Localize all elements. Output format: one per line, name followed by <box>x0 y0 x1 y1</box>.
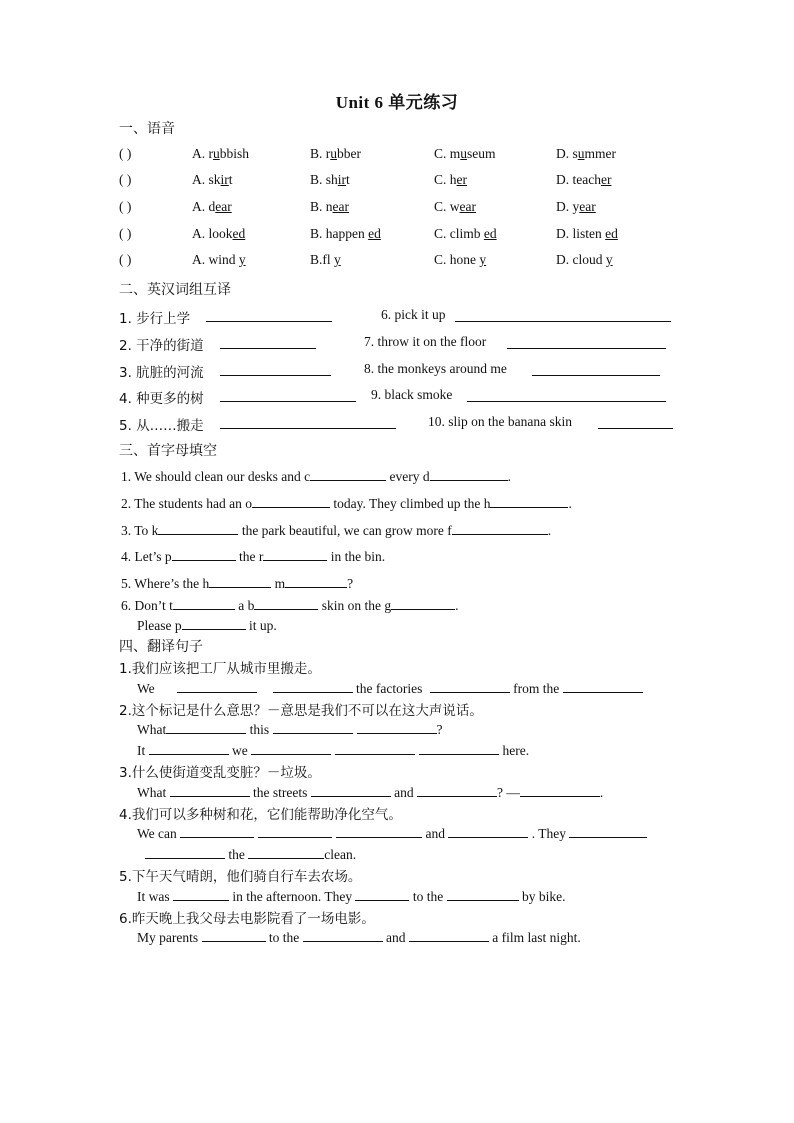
answer-text: What <box>137 785 170 800</box>
answer-paren: ( ) <box>119 172 132 187</box>
answer-paren: ( ) <box>119 226 132 241</box>
question-text: today. They climbed up the h <box>329 496 491 511</box>
answer-text: ? — <box>496 785 520 800</box>
phrase-cn: 2. 干净的街道 <box>119 338 204 354</box>
answer-blank[interactable] <box>273 721 353 734</box>
option-a: A. looked <box>192 226 246 241</box>
option-b: B. rubber <box>310 146 361 161</box>
answer-text: to the <box>265 930 303 945</box>
answer-blank[interactable] <box>310 468 386 481</box>
page-title: Unit 6 单元练习 <box>335 93 459 112</box>
answer-blank[interactable] <box>490 495 568 508</box>
option-b: B. near <box>310 199 349 214</box>
option-a: A. wind y <box>192 252 246 267</box>
answer-text: to the <box>409 889 447 904</box>
answer-text: . <box>599 785 604 800</box>
answer-blank[interactable] <box>598 416 673 429</box>
answer-text: ? <box>436 722 443 737</box>
answer-blank[interactable] <box>220 363 331 376</box>
phrase-en: 7. throw it on the floor <box>364 334 487 349</box>
option-b: B. shirt <box>310 172 350 187</box>
answer-blank[interactable] <box>158 522 238 535</box>
translate-answer-line <box>145 846 356 863</box>
answer-blank[interactable] <box>311 784 391 797</box>
answer-text: My parents <box>137 930 202 945</box>
answer-text: a film last night. <box>488 930 581 945</box>
answer-blank[interactable] <box>336 825 422 838</box>
answer-blank[interactable] <box>251 742 331 755</box>
answer-text: from the <box>509 681 563 696</box>
phrase-en: 6. pick it up <box>381 307 446 322</box>
option-d: D. year <box>556 199 596 214</box>
answer-blank[interactable] <box>220 389 356 402</box>
fill-question <box>121 575 353 592</box>
answer-blank[interactable] <box>220 416 396 429</box>
question-text: ? <box>347 576 354 591</box>
translate-prompt: 2.这个标记是什么意思？－意思是我们不可以在这大声说话。 <box>119 703 483 719</box>
option-d: D. summer <box>556 146 617 161</box>
fill-question <box>121 548 385 565</box>
question-text: 2. The students had an o <box>121 496 252 511</box>
translate-answer-line <box>137 784 603 801</box>
answer-blank[interactable] <box>254 597 318 610</box>
answer-blank[interactable] <box>180 825 254 838</box>
answer-blank[interactable] <box>303 929 383 942</box>
translate-answer-line <box>137 721 443 738</box>
section-phrases-heading: 二、英汉词组互译 <box>119 282 231 298</box>
answer-text: in the afternoon. They <box>229 889 356 904</box>
phrase-cn: 3. 肮脏的河流 <box>119 365 204 381</box>
option-a: A. skirt <box>192 172 233 187</box>
answer-text: . They <box>528 826 570 841</box>
answer-blank[interactable] <box>273 680 353 693</box>
answer-blank[interactable] <box>507 336 666 349</box>
answer-blank[interactable] <box>409 929 489 942</box>
answer-blank[interactable] <box>563 680 643 693</box>
answer-blank[interactable] <box>391 597 455 610</box>
answer-paren: ( ) <box>119 199 132 214</box>
fill-question <box>121 495 572 512</box>
section-phonics-heading: 一、语音 <box>119 121 175 137</box>
answer-blank[interactable] <box>209 575 271 588</box>
answer-blank[interactable] <box>172 548 236 561</box>
translate-answer-line <box>137 888 565 905</box>
answer-blank[interactable] <box>263 548 327 561</box>
answer-text: It was <box>137 889 173 904</box>
question-text: it up. <box>245 618 277 633</box>
option-a: A. dear <box>192 199 232 214</box>
answer-paren: ( ) <box>119 252 132 267</box>
answer-blank[interactable] <box>166 721 246 734</box>
question-text: 3. To k <box>121 523 159 538</box>
answer-blank[interactable] <box>430 680 510 693</box>
option-b: B. happen ed <box>310 226 381 241</box>
phrase-cn: 1. 步行上学 <box>119 311 191 327</box>
question-text: . <box>455 598 459 613</box>
answer-blank[interactable] <box>355 888 409 901</box>
translate-answer-line <box>137 929 581 946</box>
phrase-en: 9. black smoke <box>371 387 453 402</box>
option-d: D. cloud y <box>556 252 613 267</box>
answer-blank[interactable] <box>170 784 250 797</box>
translate-prompt: 6.昨天晚上我父母去电影院看了一场电影。 <box>119 911 375 927</box>
question-text: 4. Let’s p <box>121 549 172 564</box>
option-d: D. teacher <box>556 172 612 187</box>
option-a: A. rubbish <box>192 146 250 161</box>
option-b: B.fl y <box>310 252 341 267</box>
answer-text: the streets <box>249 785 311 800</box>
answer-blank[interactable] <box>145 846 225 859</box>
answer-blank[interactable] <box>417 784 497 797</box>
answer-blank[interactable] <box>248 846 324 859</box>
question-text: skin on the g <box>318 598 392 613</box>
answer-blank[interactable] <box>206 309 332 322</box>
answer-text: clean. <box>324 847 357 862</box>
question-text: Please p <box>137 618 182 633</box>
translate-answer-line <box>137 825 647 842</box>
option-c: C. museum <box>434 146 496 161</box>
answer-blank[interactable] <box>532 363 660 376</box>
fill-question <box>137 617 277 634</box>
fill-question <box>121 522 551 539</box>
answer-text: We can <box>137 826 181 841</box>
answer-text: this <box>246 722 273 737</box>
answer-blank[interactable] <box>447 888 519 901</box>
section-translate-heading: 四、翻译句子 <box>119 639 203 655</box>
phrase-cn: 4. 种更多的树 <box>119 391 204 407</box>
translate-prompt: 3.什么使街道变乱变脏？－垃圾。 <box>119 765 321 781</box>
answer-text: and <box>422 826 449 841</box>
question-text: the r <box>235 549 264 564</box>
answer-blank[interactable] <box>467 389 666 402</box>
answer-paren: ( ) <box>119 146 132 161</box>
question-text: 6. Don’t t <box>121 598 173 613</box>
option-c: C. wear <box>434 199 476 214</box>
translate-prompt: 5.下午天气晴朗，他们骑自行车去农场。 <box>119 869 362 885</box>
translate-answer-line <box>137 742 529 759</box>
option-c: C. climb ed <box>434 226 497 241</box>
question-text: the park beautiful, we can grow more f <box>238 523 452 538</box>
answer-blank[interactable] <box>173 888 229 901</box>
phrase-en: 10. slip on the banana skin <box>428 414 572 429</box>
question-text: every d <box>386 469 430 484</box>
answer-text: and <box>390 785 417 800</box>
section-fill-heading: 三、首字母填空 <box>119 443 217 459</box>
answer-text: we <box>228 743 252 758</box>
answer-blank[interactable] <box>357 721 437 734</box>
answer-blank[interactable] <box>335 742 415 755</box>
question-text: . <box>568 496 572 511</box>
question-text: . <box>547 523 552 538</box>
answer-text: What <box>137 722 167 737</box>
question-text: 5. Where’s the h <box>121 576 210 591</box>
answer-blank[interactable] <box>173 597 235 610</box>
answer-blank[interactable] <box>455 309 671 322</box>
phrase-cn: 5. 从……搬走 <box>119 418 204 434</box>
answer-blank[interactable] <box>430 468 508 481</box>
question-text: . <box>507 469 511 484</box>
answer-blank[interactable] <box>202 929 266 942</box>
answer-blank[interactable] <box>182 617 246 630</box>
translate-prompt: 4.我们可以多种树和花，它们能帮助净化空气。 <box>119 807 402 823</box>
answer-text: by bike. <box>518 889 566 904</box>
answer-blank[interactable] <box>177 680 257 693</box>
answer-text: the factories <box>352 681 426 696</box>
answer-blank[interactable] <box>252 495 330 508</box>
phrase-en: 8. the monkeys around me <box>364 361 507 376</box>
answer-blank[interactable] <box>285 575 347 588</box>
answer-blank[interactable] <box>452 522 548 535</box>
translate-prompt: 1.我们应该把工厂从城市里搬走。 <box>119 661 321 677</box>
answer-text: here. <box>499 743 530 758</box>
answer-blank[interactable] <box>419 742 499 755</box>
answer-blank[interactable] <box>520 784 600 797</box>
question-text: 1. We should clean our desks and c <box>121 469 311 484</box>
answer-blank[interactable] <box>258 825 332 838</box>
answer-text: It <box>137 743 149 758</box>
question-text: a b <box>234 598 255 613</box>
translate-answer-line <box>137 680 643 697</box>
option-c: C. hone y <box>434 252 487 267</box>
answer-text: and <box>382 930 409 945</box>
question-text: m <box>271 576 286 591</box>
answer-blank[interactable] <box>448 825 528 838</box>
answer-blank[interactable] <box>220 336 316 349</box>
option-d: D. listen ed <box>556 226 618 241</box>
option-c: C. her <box>434 172 468 187</box>
answer-blank[interactable] <box>569 825 647 838</box>
answer-blank[interactable] <box>149 742 229 755</box>
answer-text: We <box>137 681 155 696</box>
fill-question <box>121 597 459 614</box>
question-text: in the bin. <box>327 549 386 564</box>
fill-question <box>121 468 511 485</box>
answer-text: the <box>225 847 249 862</box>
